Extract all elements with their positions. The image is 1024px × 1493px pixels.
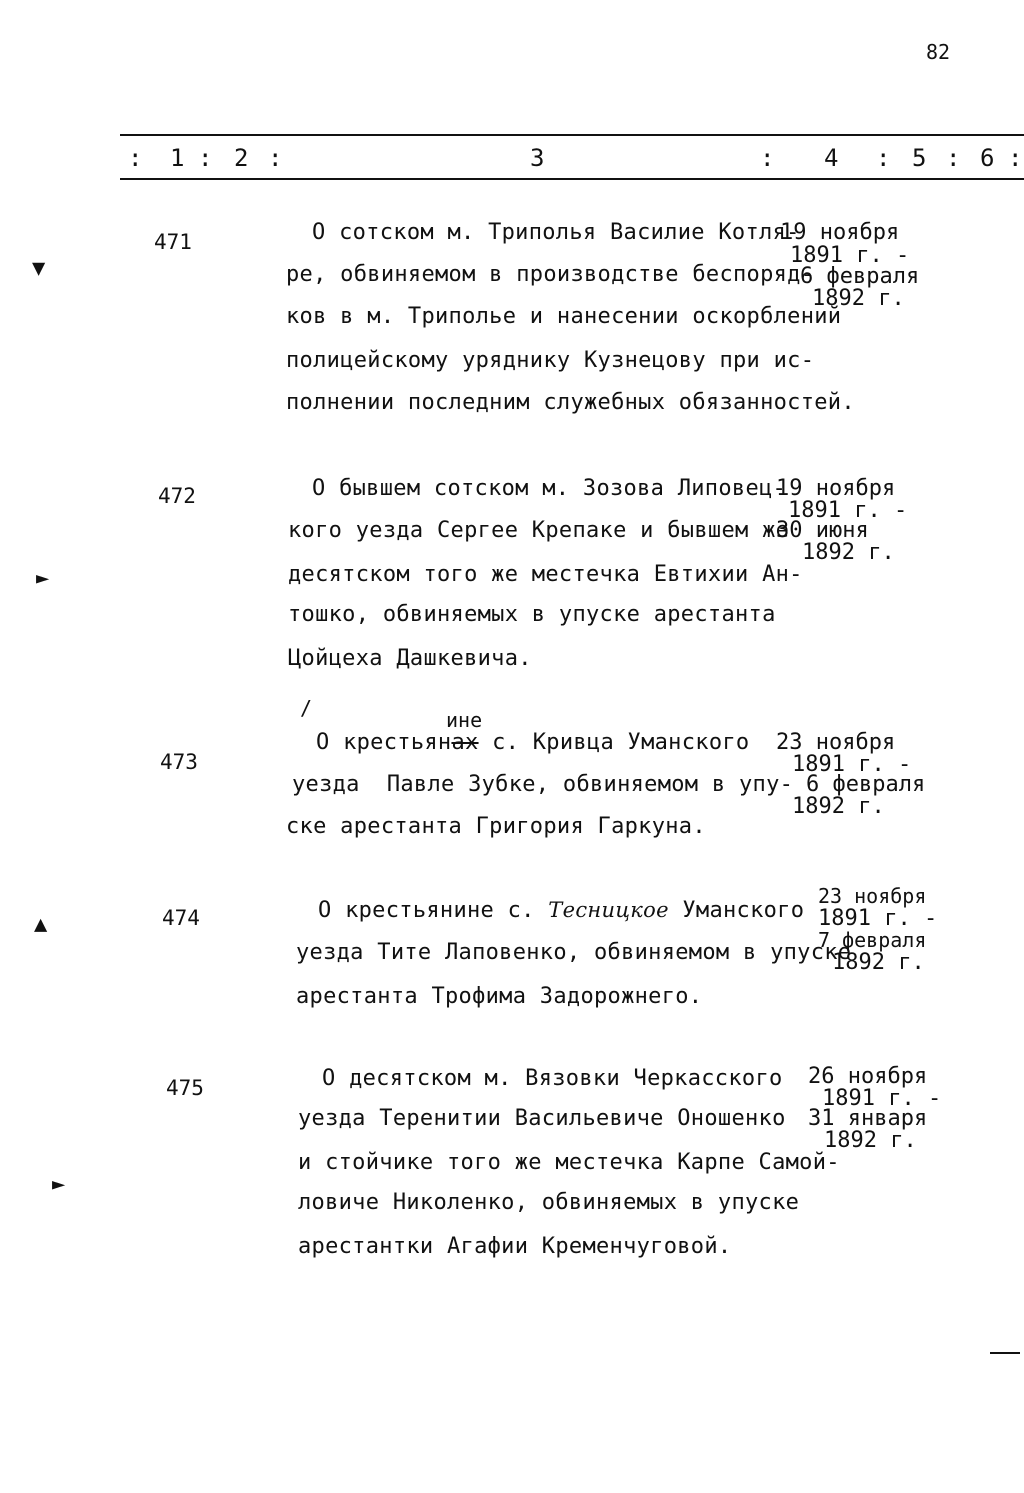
date-end-day: 6 февраля — [800, 264, 920, 289]
date-end-year: 1892 г. — [812, 286, 905, 311]
entry-text-line: ске арестанта Григория Гаркуна. — [286, 814, 706, 839]
entry-number: 473 — [160, 750, 198, 774]
binding-hole-mark: ▲ — [34, 912, 48, 937]
date-end-day: 31 января — [808, 1106, 928, 1131]
column-6-label: 6 — [980, 144, 995, 172]
entry-text-line: уезда Тите Лаповенко, обвиняемом в упуске — [296, 940, 852, 965]
date-end-day: 6 февраля — [806, 772, 926, 797]
entry-text-line: тошко, обвиняемых в упуске арестанта — [288, 602, 776, 627]
date-start-day: 19 ноября — [776, 476, 896, 501]
struck-text: ах — [451, 730, 479, 755]
entry-text-line: О бывшем сотском м. Зозова Липовец- — [312, 476, 787, 501]
margin-dash — [990, 1352, 1020, 1354]
date-start-year: 1891 г. - — [790, 243, 910, 268]
entry-text-line: полнении последним служебных обязанностей. — [286, 390, 855, 415]
entry-number: 472 — [158, 484, 196, 508]
entry-text-line: арестантки Агафии Кременчуговой. — [298, 1234, 732, 1259]
pencil-mark: / — [300, 696, 313, 720]
date-start-day: 19 ноября — [780, 220, 900, 245]
binding-hole-mark: ► — [52, 1172, 66, 1197]
binding-hole-mark: ► — [36, 566, 50, 591]
entry-number: 474 — [162, 906, 200, 930]
entry-number: 471 — [154, 230, 192, 254]
date-end-year: 1892 г. — [792, 794, 885, 819]
date-start-day: 23 ноября — [818, 884, 927, 908]
handwritten-village-name: Тесницкое — [548, 898, 669, 922]
entry-text-line: О десятском м. Вязовки Черкасского — [322, 1066, 783, 1091]
header-rule-top — [120, 134, 1024, 136]
entry-text-line: уезда Теренитии Васильевиче Оношенко — [298, 1106, 786, 1131]
entry-text-line: ре, обвиняемом в производстве беспоряд- — [286, 262, 815, 287]
header-rule-bottom — [120, 178, 1024, 180]
entry-text-line: кого уезда Сергее Крепаке и бывшем же — [288, 518, 790, 543]
date-end-day: 7 февраля — [818, 928, 927, 952]
entry-text-line: арестанта Трофима Задорожнего. — [296, 984, 703, 1009]
date-end-day: 30 июня — [776, 518, 869, 543]
column-5-label: 5 — [912, 144, 927, 172]
entry-text-line: десятском того же местечка Евтихии Ан- — [288, 562, 803, 587]
entry-text-line: Цойцеха Дашкевича. — [288, 646, 532, 671]
entry-number: 475 — [166, 1076, 204, 1100]
correction-insert: ине — [446, 708, 483, 732]
entry-text-line: уезда Павле Зубке, обвиняемом в упу- — [292, 772, 794, 797]
entry-text-line: ков в м. Триполье и нанесении оскорблений — [286, 304, 842, 329]
column-2-label: 2 — [234, 144, 249, 172]
date-start-year: 1891 г. - — [822, 1086, 942, 1111]
entry-text-line: полицейскому уряднику Кузнецову при ис- — [286, 348, 815, 373]
date-start-day: 26 ноября — [808, 1064, 928, 1089]
date-start-year: 1891 г. - — [818, 906, 938, 931]
entry-text-line: О сотском м. Триполья Василие Котля- — [312, 220, 800, 245]
column-4-label: 4 — [824, 144, 839, 172]
date-end-year: 1892 г. — [824, 1128, 917, 1153]
column-3-label: 3 — [530, 144, 545, 172]
entry-text-line: О крестьянине с. Тесницкое Уманского — [318, 898, 805, 923]
date-end-year: 1892 г. — [832, 950, 925, 975]
date-end-year: 1892 г. — [802, 540, 895, 565]
date-start-year: 1891 г. - — [792, 752, 912, 777]
date-start-year: 1891 г. - — [788, 498, 908, 523]
page-number: 82 — [926, 40, 951, 64]
column-header: : 1 : 2 : 3 : 4 : 5 : 6 : — [128, 144, 1023, 172]
column-1-label: 1 — [170, 144, 185, 172]
entry-text-line: и стойчике того же местечка Карпе Самой- — [298, 1150, 840, 1175]
entry-text-line: ловиче Николенко, обвиняемых в упуске — [298, 1190, 800, 1215]
binding-hole-mark: ▼ — [32, 256, 46, 281]
date-start-day: 23 ноября — [776, 730, 896, 755]
entry-text-line: О крестьянах с. Кривца Уманского — [316, 730, 750, 755]
